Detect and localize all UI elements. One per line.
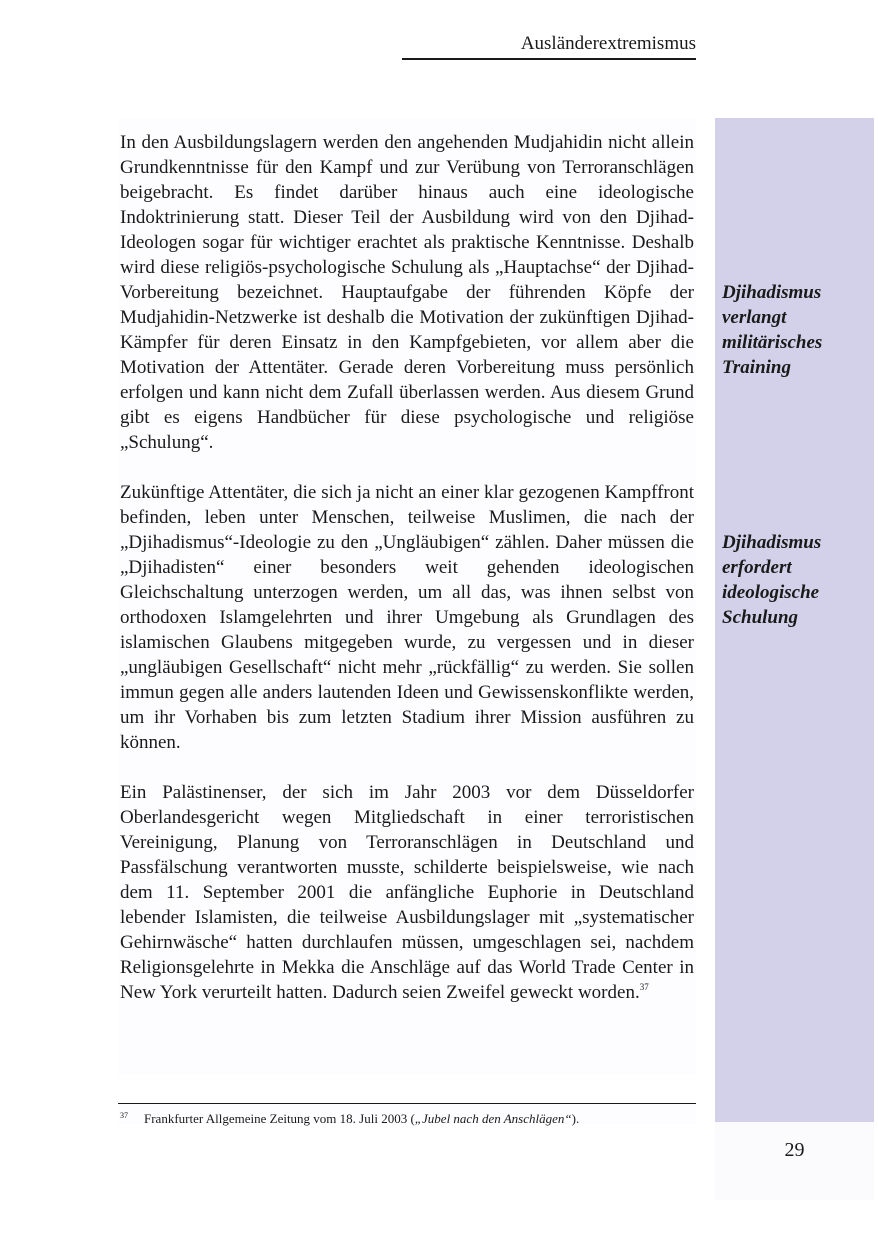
body-text [120, 130, 694, 1030]
margin-note-line: erfordert [722, 557, 792, 578]
margin-note-line: Training [722, 357, 791, 378]
margin-note-line: verlangt [722, 307, 787, 328]
margin-note-ideological-schooling [722, 530, 867, 630]
footnote-text: Frankfurter Allgemeine Zeitung vom 18. Juli 2003 ( [144, 1111, 415, 1126]
paragraph-1: In den Ausbildungslagern werden den angehenden Mudjahidin nicht allein Grundkenntnisse für den Kampf und zur Verübung von Terroranschlägen beigebracht. Es findet darüber hinaus auch eine ideologische Indoktrinierung statt. Dieser Teil der Ausbildung wird von den Djihad-Ideologen sogar für wichtiger erachtet als praktische Kenntnisse. Deshalb wird diese religiös-psychologische Schulung als „Hauptachse“ der Djihad-Vorbereitung bezeichnet. Hauptaufgabe der führenden Köpfe der Mudjahidin-Netzwerke ist deshalb die Motivation der zukünftigen Djihad-Kämpfer für deren Einsatz in den Kampfgebieten, vor allem aber die Motivation der Attentäter. Gerade deren Vorbereitung muss persönlich erfolgen und kann nicht dem Zufall überlassen werden. Aus diesem Grund gibt es eigens Handbücher für diese psychologische und religiöse „Schulung“. [120, 132, 694, 453]
margin-note-line: Djihadismus [722, 282, 822, 303]
footnote-number: 37 [120, 1111, 128, 1120]
running-title: Ausländerextremismus [402, 32, 696, 60]
margin-note-line: ideologische [722, 582, 820, 603]
margin-note-line: Djihadismus [722, 532, 822, 553]
page-number: 29 [784, 1139, 805, 1161]
footnote-reference: 37 [639, 982, 649, 992]
margin-note-line: militärisches [722, 332, 823, 353]
footnote [120, 1107, 694, 1127]
paragraph-2: Zukünftige Attentäter, die sich ja nicht an einer klar gezogenen Kampffront befinden, leben unter Menschen, teilweise Muslimen, die nach der „Djihadismus“-Ideologie zu den „Ungläubigen“ zählen. Daher müssen die „Djihadisten“ einer besonders weit gehenden ideologischen Gleichschaltung unterzogen werden, um all das, was ihnen selbst von orthodoxen Islamgelehrten und ihrer Umgebung als Grundlagen des islamischen Glaubens mitgegeben wurde, zu vergessen und in dieser „ungläubigen Gesellschaft“ nicht mehr „rückfällig“ zu werden. Sie sollen immun gegen alle anders lautenden Ideen und Gewissenskonflikte werden, um ihr Vorhaben bis zum letzten Stadium ihrer Mission ausführen zu können. [120, 482, 694, 753]
paragraph-3 [120, 780, 694, 1005]
footnote-text-end: ). [571, 1111, 580, 1126]
paragraph-3-text: Ein Palästinenser, der sich im Jahr 2003 vor dem Düsseldorfer Oberlandesgericht wegen Mitgliedschaft in einer terroristischen Vereinigung, Planung von Terroranschlägen in Deutschland und Passfälschung verantworten musste, schilderte beispielsweise, wie nach dem 11. September 2001 die anfängliche Euphorie in Deutschland lebender Islamisten, die teilweise Ausbildungslager mit „systematischer Gehirnwäsche“ hatten durchlaufen müssen, umgeschlagen sei, nachdem Religionsgelehrte in Mekka die Anschläge auf das World Trade Center in New York verurteilt hatten. Dadurch seien Zweifel geweckt worden. [120, 782, 694, 1003]
footnote-quote: „Jubel nach den Anschlägen“ [414, 1111, 572, 1126]
margin-note-military-training [722, 280, 867, 380]
margin-note-line: Schulung [722, 607, 799, 628]
